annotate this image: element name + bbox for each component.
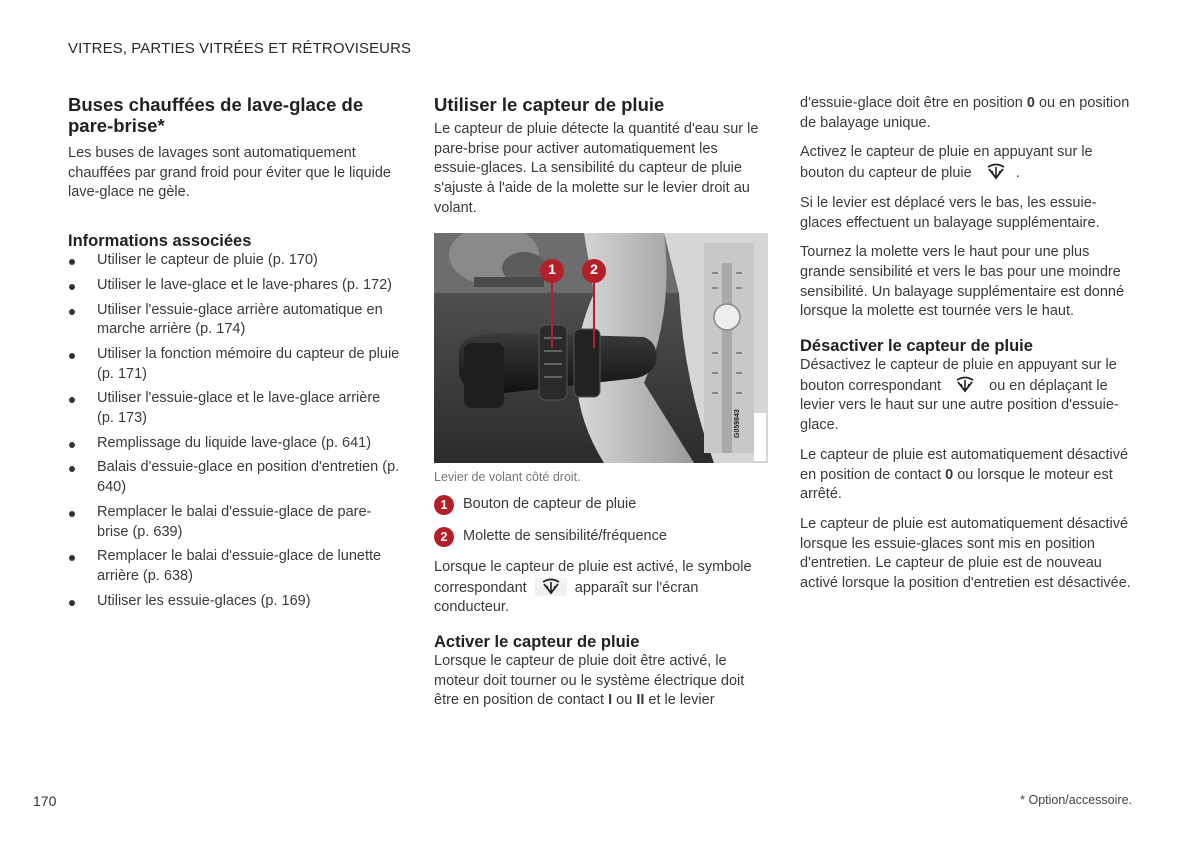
section-heading-nozzles: Buses chauffées de lave-glace de pare-brise* bbox=[68, 94, 364, 136]
bullet-icon bbox=[69, 442, 75, 448]
auto-deactivate-end: ou lorsque le moteur est arrêté. bbox=[800, 466, 1113, 503]
related-link-text[interactable]: Utiliser l'essuie-glace arrière automatique en marche arrière (p. 174) bbox=[97, 301, 383, 338]
footnote: * Option/accessoire. bbox=[1020, 793, 1132, 807]
bullet-icon bbox=[69, 466, 75, 472]
activate-button-text: Activez le capteur de pluie en appuyant sur le bouton du capteur de pluie bbox=[800, 144, 1093, 182]
related-link-text[interactable]: Remplissage du liquide lave-glace (p. 641) bbox=[97, 434, 372, 451]
callout-badge-1: 1 bbox=[548, 260, 556, 277]
auto-deactivate-text: Le capteur de pluie est automatiquement désactivé en position de contact bbox=[800, 446, 1129, 483]
bullet-icon bbox=[69, 284, 75, 290]
related-link-text[interactable]: Balais d'essuie-glace en position d'entretien (p. 640) bbox=[97, 459, 400, 496]
rain-sensor-intro: Le capteur de pluie détecte la quantité d'eau sur le pare-brise pour activer automatiquement les essuie-glaces. La sensibilité du capteur de pluie s'ajuste à l'aide de la molette sur le levier droit au volant. bbox=[434, 121, 759, 216]
related-link-text[interactable]: Utiliser le capteur de pluie (p. 170) bbox=[97, 252, 318, 269]
position-i: I bbox=[608, 692, 613, 709]
auto-deactivate-paragraph bbox=[800, 446, 1134, 505]
bullet-icon bbox=[69, 309, 75, 315]
callout-badge-2: 2 bbox=[590, 260, 598, 277]
position-ii: II bbox=[636, 692, 645, 709]
related-link-item[interactable] bbox=[68, 389, 400, 428]
activate-paragraph bbox=[434, 652, 768, 711]
related-link-item[interactable] bbox=[68, 301, 400, 340]
related-link-item[interactable] bbox=[68, 345, 400, 384]
related-link-item[interactable] bbox=[68, 434, 400, 454]
related-link-item[interactable] bbox=[68, 592, 400, 612]
continued-end: ou en position de balayage unique. bbox=[800, 95, 1130, 131]
legend-badge-1: 1 bbox=[434, 495, 454, 515]
rain-sensor-icon-3 bbox=[949, 376, 981, 394]
related-link-text[interactable]: Utiliser l'essuie-glace et le lave-glace arrière (p. 173) bbox=[97, 390, 381, 427]
related-link-text[interactable]: Utiliser le lave-glace et le lave-phares (p. 172) bbox=[97, 276, 392, 293]
column-right bbox=[800, 94, 1134, 594]
activate-button-paragraph bbox=[800, 143, 1134, 183]
legend-item-1 bbox=[434, 495, 768, 515]
activate-or: ou bbox=[612, 692, 637, 709]
bullet-icon bbox=[69, 353, 75, 359]
bullet-icon bbox=[69, 259, 75, 265]
figure-caption: Levier de volant côté droit. bbox=[434, 469, 581, 484]
activate-end: et le levier bbox=[644, 692, 715, 709]
steering-lever-illustration bbox=[434, 233, 768, 463]
position-0: 0 bbox=[1026, 95, 1035, 111]
deactivate-paragraph bbox=[800, 356, 1134, 436]
related-link-item[interactable] bbox=[68, 547, 400, 586]
related-link-item[interactable] bbox=[68, 458, 400, 497]
continued-text: d'essuie-glace doit être en position bbox=[800, 95, 1027, 111]
page-header: VITRES, PARTIES VITRÉES ET RÉTROVISEURS bbox=[68, 40, 412, 57]
related-links-list bbox=[68, 251, 400, 611]
column-middle bbox=[434, 94, 768, 711]
active-symbol-paragraph bbox=[434, 558, 768, 618]
page-number: 170 bbox=[33, 793, 57, 809]
deactivate-text: Désactivez le capteur de pluie en appuyant sur le bouton correspondant bbox=[800, 357, 1117, 394]
bullet-icon bbox=[69, 600, 75, 606]
rain-sensor-icon bbox=[535, 578, 567, 596]
bullet-icon bbox=[69, 511, 75, 517]
legend-badge-2: 2 bbox=[434, 527, 454, 547]
related-link-text[interactable]: Remplacer le balai d'essuie-glace de pare-brise (p. 639) bbox=[97, 503, 372, 540]
legend-text-2: Molette de sensibilité/fréquence bbox=[463, 528, 667, 545]
bullet-icon bbox=[69, 397, 75, 403]
figure-code: G059843 bbox=[734, 408, 741, 438]
related-link-item[interactable] bbox=[68, 276, 400, 296]
thumbwheel-paragraph: Tournez la molette vers le haut pour une plus grande sensibilité et vers le bas pour une moindre sensibilité. Un balayage supplémentaire est donné lorsque la molette est tournée vers le haut. bbox=[800, 244, 1125, 320]
legend-text-1: Bouton de capteur de pluie bbox=[463, 495, 637, 512]
related-heading: Informations associées bbox=[68, 232, 252, 251]
column-left bbox=[68, 94, 400, 616]
service-position-paragraph: Le capteur de pluie est automatiquement désactivé lorsque les essuie-glaces sont mis en position d'entretien. Le capteur de pluie est de nouveau activé lorsque la position d'entretien est désactivée. bbox=[800, 515, 1131, 592]
related-link-text[interactable]: Utiliser la fonction mémoire du capteur de pluie (p. 171) bbox=[97, 345, 400, 382]
lever-down-paragraph: Si le levier est déplacé vers le bas, les essuie-glaces effectuent un balayage supplémentaire. bbox=[800, 194, 1100, 231]
legend-item-2 bbox=[434, 527, 768, 547]
related-link-text[interactable]: Remplacer le balai d'essuie-glace de lunette arrière (p. 638) bbox=[97, 548, 382, 584]
deactivate-heading: Désactiver le capteur de pluie bbox=[800, 337, 1033, 356]
continued-paragraph bbox=[800, 94, 1134, 133]
active-text-part2: apparaît sur l'écran conducteur. bbox=[434, 579, 699, 616]
activate-button-end: . bbox=[1015, 165, 1020, 182]
section-heading-rain-sensor: Utiliser le capteur de pluie bbox=[434, 94, 665, 115]
related-link-text[interactable]: Utiliser les essuie-glaces (p. 169) bbox=[97, 592, 311, 609]
activate-text: Lorsque le capteur de pluie doit être activé, le moteur doit tourner ou le système électrique doit être en position de contact bbox=[434, 653, 745, 709]
activate-heading: Activer le capteur de pluie bbox=[434, 633, 640, 652]
nozzles-paragraph: Les buses de lavages sont automatiquement chauffées par grand froid pour éviter que le liquide lave-glace ne gèle. bbox=[68, 145, 391, 201]
deactivate-end: ou en déplaçant le levier vers le haut sur une autre position d'essuie-glace. bbox=[800, 377, 1119, 434]
bullet-icon bbox=[69, 555, 75, 561]
related-link-item[interactable] bbox=[68, 503, 400, 542]
position-0-b: 0 bbox=[945, 466, 954, 483]
related-link-item[interactable] bbox=[68, 251, 400, 271]
active-text-part1: Lorsque le capteur de pluie est activé, le symbole correspondant bbox=[434, 558, 752, 596]
rain-sensor-icon-2 bbox=[980, 163, 1012, 181]
